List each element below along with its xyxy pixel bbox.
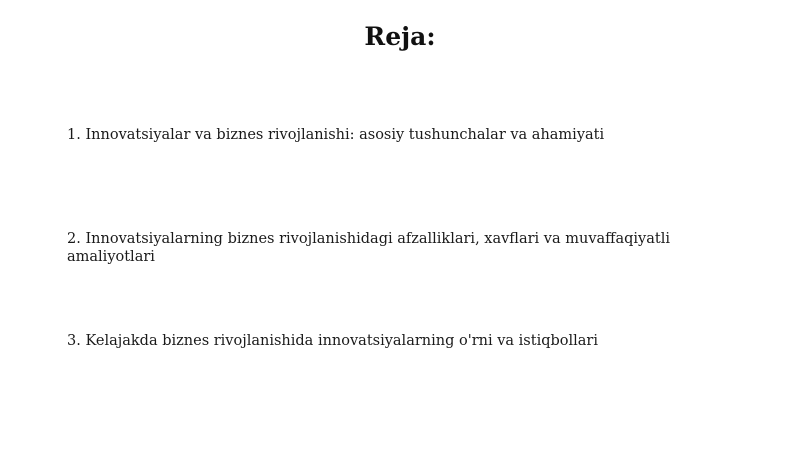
plan-item-1: 1. Innovatsiyalar va biznes rivojlanishi: asosiy tushunchalar va ahamiyati <box>67 127 605 143</box>
plan-item-2: 2. Innovatsiyalarning biznes rivojlanishidagi afzalliklari, xavflari va muvaffaqiyatli amaliyotlari <box>67 231 670 265</box>
slide-title: Reja: <box>364 22 436 51</box>
plan-item-3: 3. Kelajakda biznes rivojlanishida innovatsiyalarning o'rni va istiqbollari <box>67 333 598 349</box>
